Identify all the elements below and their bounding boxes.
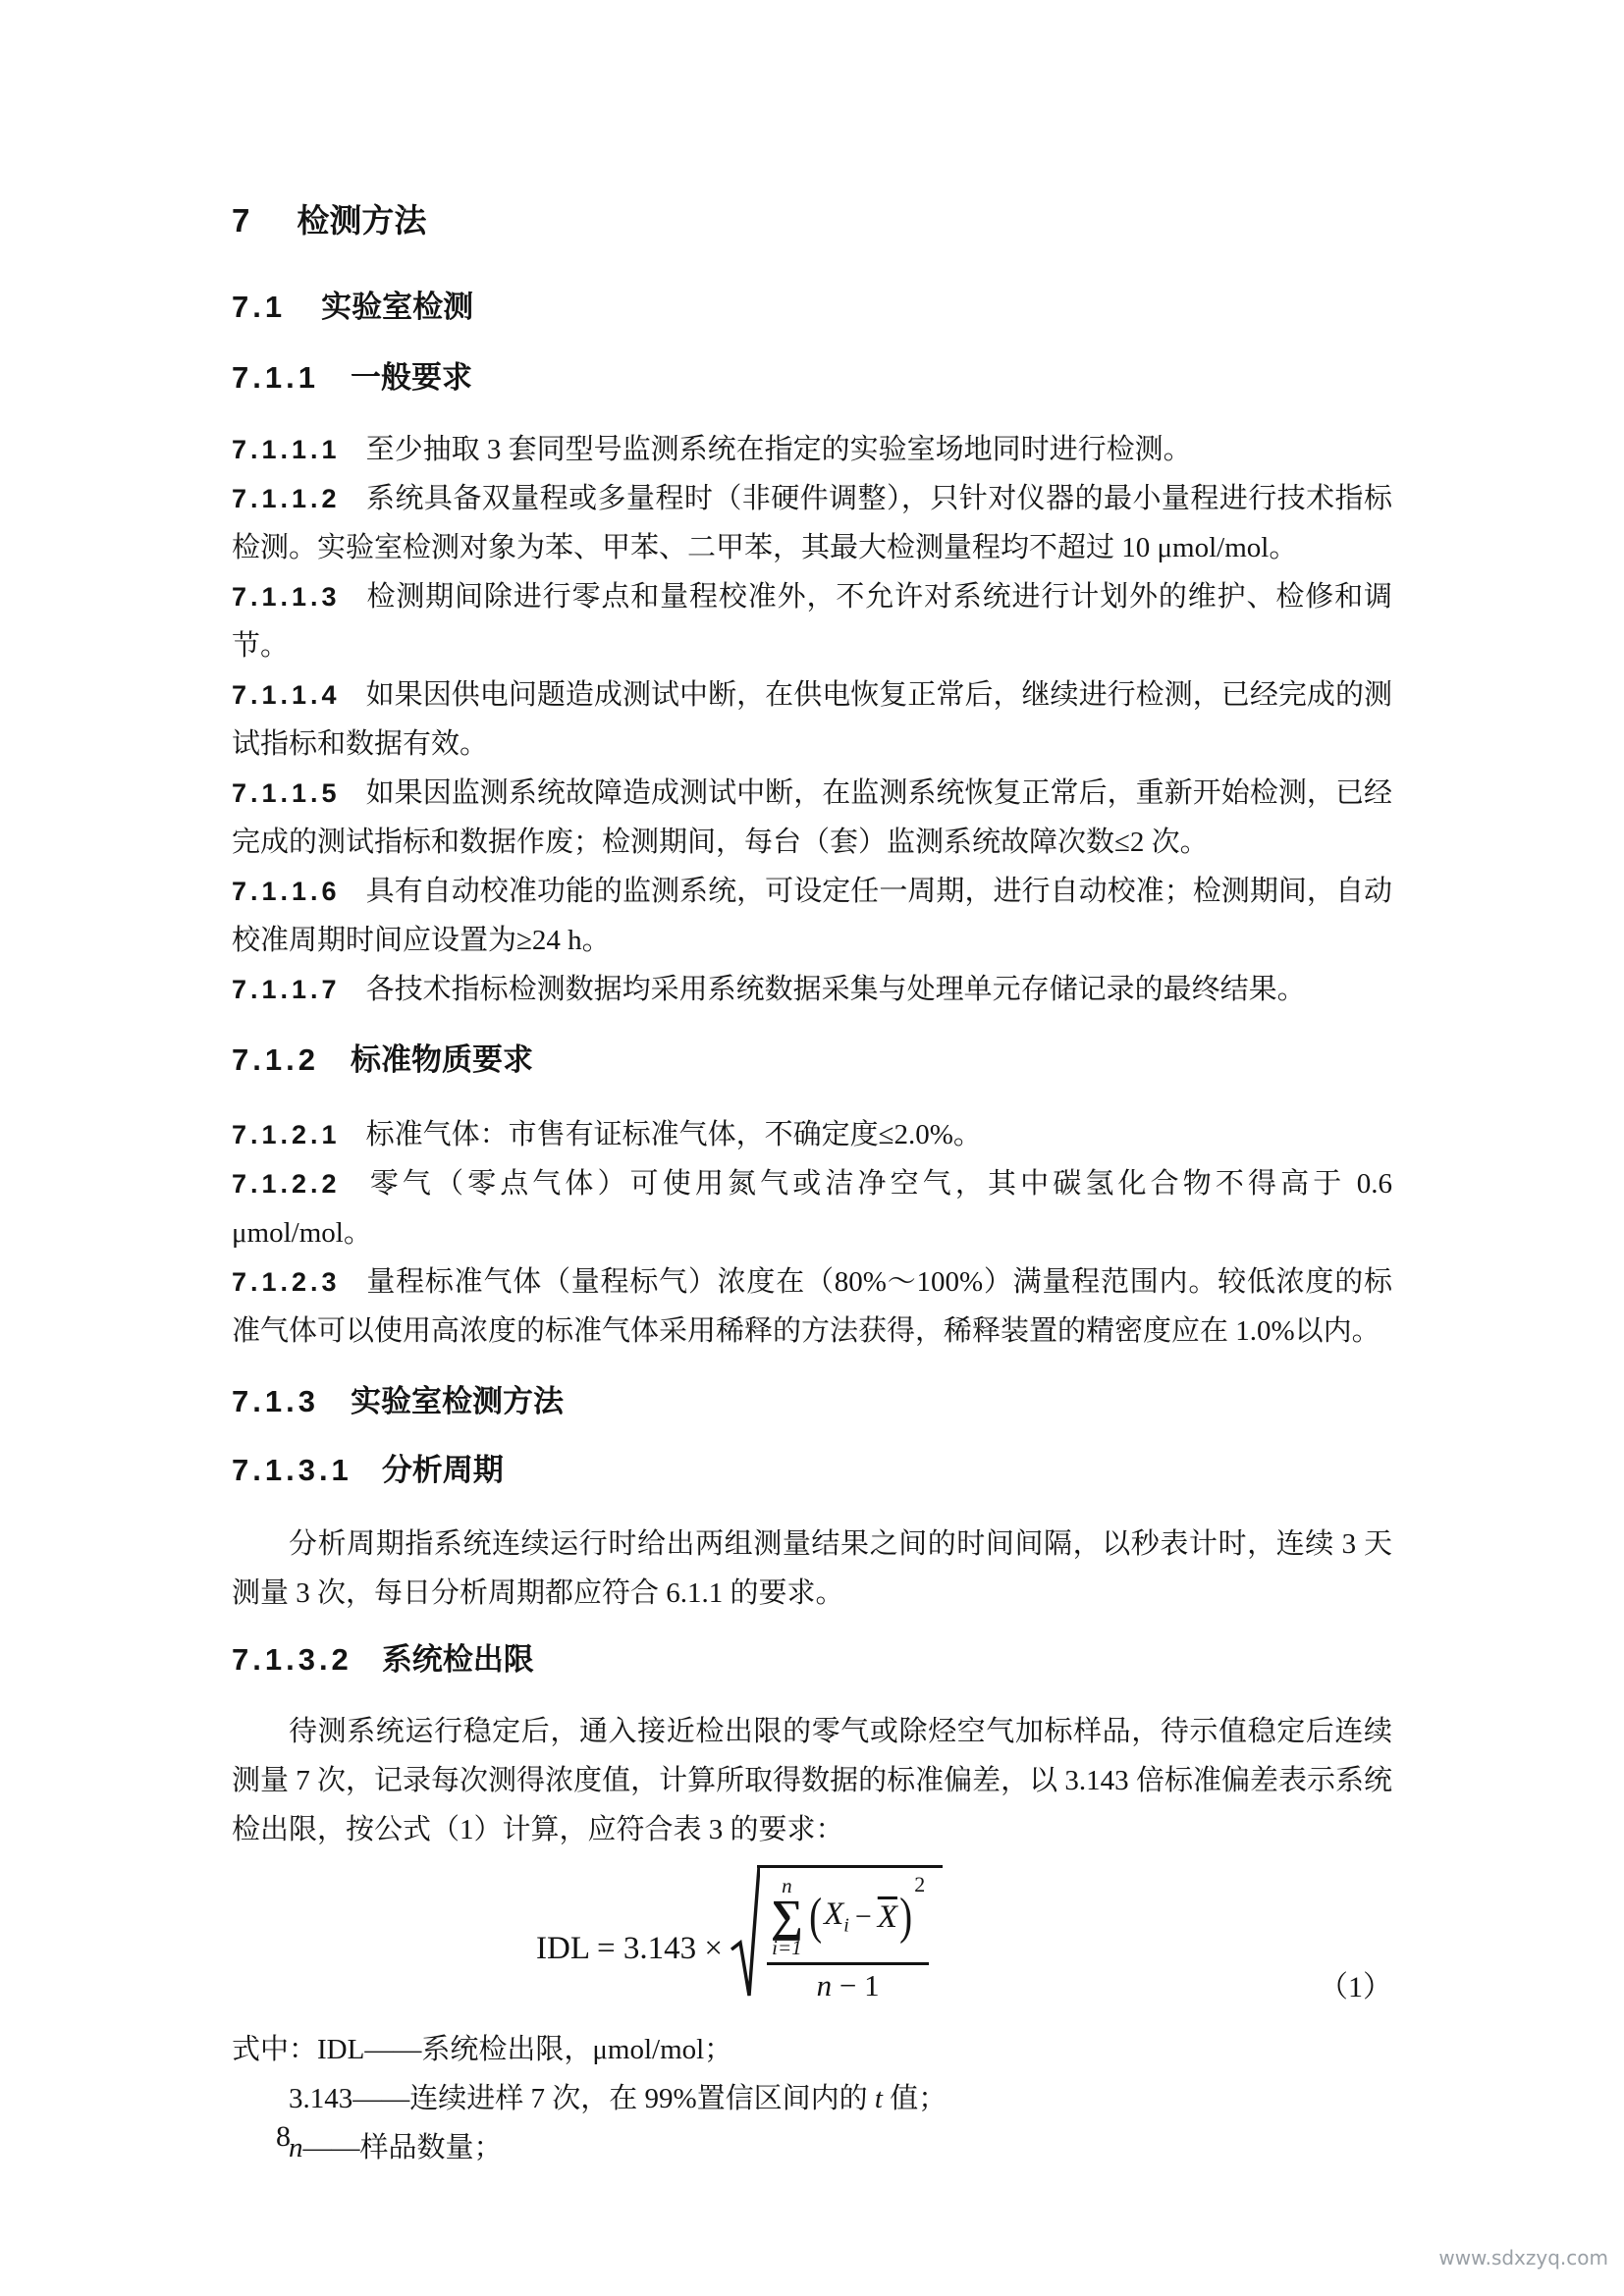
clause-number: 7.1.1.4 xyxy=(232,680,341,710)
heading-title: 一般要求 xyxy=(350,360,472,395)
clause-text: 零气（零点气体）可使用氮气或洁净空气，其中碳氢化合物不得高于 0.6 μmol/mol。 xyxy=(232,1168,1392,1249)
clause-number: 7.1.2.2 xyxy=(232,1169,341,1199)
clause-number: 7.1.1.1 xyxy=(232,435,341,464)
heading-number: 7.1.3.1 xyxy=(232,1453,352,1487)
clause-text: 检测期间除进行零点和量程校准外，不允许对系统进行计划外的维护、检修和调节。 xyxy=(232,581,1392,662)
legend-term: 3.143 xyxy=(289,2083,353,2114)
paragraph-detection-limit: 待测系统运行稳定后，通入接近检出限的零气或除烃空气加标样品，待示值稳定后连续测量 7 次，记录每次测得浓度值，计算所取得数据的标准偏差，以 3.143 倍标准偏差表示系统检出限，按公式（1）计算，应符合表 3 的要求： xyxy=(232,1716,1392,1845)
heading-7-1-3-1 xyxy=(232,1446,1392,1495)
clause-text: 量程标准气体（量程标气）浓度在（80%～100%）满量程范围内。较低浓度的标准气体可以使用高浓度的标准气体采用稀释的方法获得，稀释装置的精密度应在 1.0%以内。 xyxy=(232,1266,1392,1347)
clause-text: 系统具备双量程或多量程时（非硬件调整），只针对仪器的最小量程进行技术指标检测。实验室检测对象为苯、甲苯、二甲苯，其最大检测量程均不超过 10 μmol/mol。 xyxy=(232,483,1392,563)
heading-title: 系统检出限 xyxy=(381,1642,534,1677)
formula-number: （1） xyxy=(1319,1971,1392,2003)
legend-term: IDL xyxy=(317,2034,365,2065)
heading-title: 分析周期 xyxy=(381,1453,504,1487)
clause-number: 7.1.1.6 xyxy=(232,877,341,906)
clause-7-1-1-5 xyxy=(232,769,1392,867)
clause-7-1-1-1 xyxy=(232,425,1392,474)
heading-title: 标准物质要求 xyxy=(350,1042,533,1077)
paragraph-analysis-cycle: 分析周期指系统连续运行时给出两组测量结果之间的时间间隔，以秒表计时，连续 3 天测量 3 次，每日分析周期都应符合 6.1.1 的要求。 xyxy=(232,1528,1392,1609)
heading-7-1-2 xyxy=(232,1036,1392,1085)
clause-number: 7.1.1.2 xyxy=(232,484,341,513)
heading-number: 7.1.3.2 xyxy=(232,1642,352,1677)
formula-idl xyxy=(536,1865,943,2003)
clause-number: 7.1.1.5 xyxy=(232,778,341,808)
summation-lower-limit: i=1 xyxy=(772,1936,802,1960)
legend-desc: ——样品数量； xyxy=(302,2132,503,2163)
clause-text: 具有自动校准功能的监测系统，可设定任一周期，进行自动校准；检测期间，自动校准周期时间应设置为≥24 h。 xyxy=(232,876,1392,956)
exponent: 2 xyxy=(914,1872,926,1896)
clause-7-1-1-4 xyxy=(232,670,1392,769)
heading-7-1-3-2 xyxy=(232,1635,1392,1684)
legend-variable-t: t xyxy=(874,2083,883,2114)
x-mean: $\overline{X}$ xyxy=(877,1898,897,1935)
heading-title: 检测方法 xyxy=(297,202,427,239)
clause-7-1-2-3 xyxy=(232,1257,1392,1356)
legend-term: n xyxy=(289,2132,303,2163)
clause-number: 7.1.1.7 xyxy=(232,975,341,1004)
clause-text: 各技术指标检测数据均采用系统数据采集与处理单元存储记录的最终结果。 xyxy=(365,974,1306,1005)
minus-sign: − xyxy=(854,1900,872,1934)
summation xyxy=(771,1876,803,1958)
formula-legend xyxy=(232,2025,1392,2172)
radical-icon xyxy=(731,1865,760,2001)
clause-text: 至少抽取 3 套同型号监测系统在指定的实验室场地同时进行检测。 xyxy=(365,434,1192,465)
heading-7-1 xyxy=(232,283,1392,332)
legend-desc: 值； xyxy=(882,2083,947,2114)
legend-desc: ——系统检出限，μmol/mol； xyxy=(364,2034,733,2065)
formula-block xyxy=(232,1854,1392,2016)
legend-line-idl xyxy=(232,2025,1392,2074)
clause-7-1-1-7 xyxy=(232,965,1392,1014)
legend-intro: 式中： xyxy=(232,2034,318,2065)
square-root xyxy=(731,1865,943,2003)
heading-number: 7.1 xyxy=(232,290,287,324)
heading-7-1-3 xyxy=(232,1377,1392,1426)
clause-number: 7.1.2.1 xyxy=(232,1120,341,1149)
summation-upper-limit: n xyxy=(782,1874,792,1897)
clause-text: 如果因监测系统故障造成测试中断，在监测系统恢复正常后，重新开始检测，已经完成的测试指标和数据作废；检测期间，每台（套）监测系统故障次数≤2 次。 xyxy=(232,777,1392,858)
clause-number: 7.1.2.3 xyxy=(232,1267,341,1297)
clause-7-1-1-6 xyxy=(232,867,1392,965)
legend-line-n xyxy=(232,2123,1392,2172)
sqrt-content xyxy=(757,1865,943,2003)
heading-number: 7.1.3 xyxy=(232,1384,319,1418)
legend-desc: ——连续进样 7 次，在 99%置信区间内的 xyxy=(352,2083,875,2114)
heading-number: 7.1.2 xyxy=(232,1042,319,1077)
formula-lhs: IDL = 3.143 × xyxy=(536,1931,723,1966)
open-paren: ( xyxy=(808,1889,822,1946)
heading-7-1-1 xyxy=(232,353,1392,402)
fraction-numerator xyxy=(767,1872,929,1965)
clause-text: 如果因供电问题造成测试中断，在供电恢复正常后，继续进行检测，已经完成的测试指标和数据有效。 xyxy=(232,679,1392,760)
heading-number: 7.1.1 xyxy=(232,360,319,395)
heading-title: 实验室检测 xyxy=(321,290,474,324)
close-paren: ) xyxy=(899,1889,913,1946)
fraction-denominator: n − 1 xyxy=(816,1968,880,2003)
legend-line-3143 xyxy=(232,2074,1392,2123)
page-number: 8 xyxy=(276,2120,291,2153)
clause-7-1-1-3 xyxy=(232,572,1392,670)
clause-text: 标准气体：市售有证标准气体，不确定度≤2.0%。 xyxy=(365,1119,982,1150)
clause-7-1-2-2 xyxy=(232,1159,1392,1257)
clause-number: 7.1.1.3 xyxy=(232,582,341,612)
heading-7 xyxy=(232,196,1392,245)
clause-7-1-1-2 xyxy=(232,474,1392,572)
x-sub-i: $X_i$ xyxy=(824,1896,849,1938)
fraction xyxy=(767,1872,929,2003)
watermark: www.sdxzyq.com xyxy=(1438,2246,1608,2269)
heading-title: 实验室检测方法 xyxy=(350,1384,564,1418)
heading-number: 7 xyxy=(232,202,254,239)
clause-7-1-2-1 xyxy=(232,1110,1392,1159)
sigma-symbol: ∑ xyxy=(770,1891,803,1941)
